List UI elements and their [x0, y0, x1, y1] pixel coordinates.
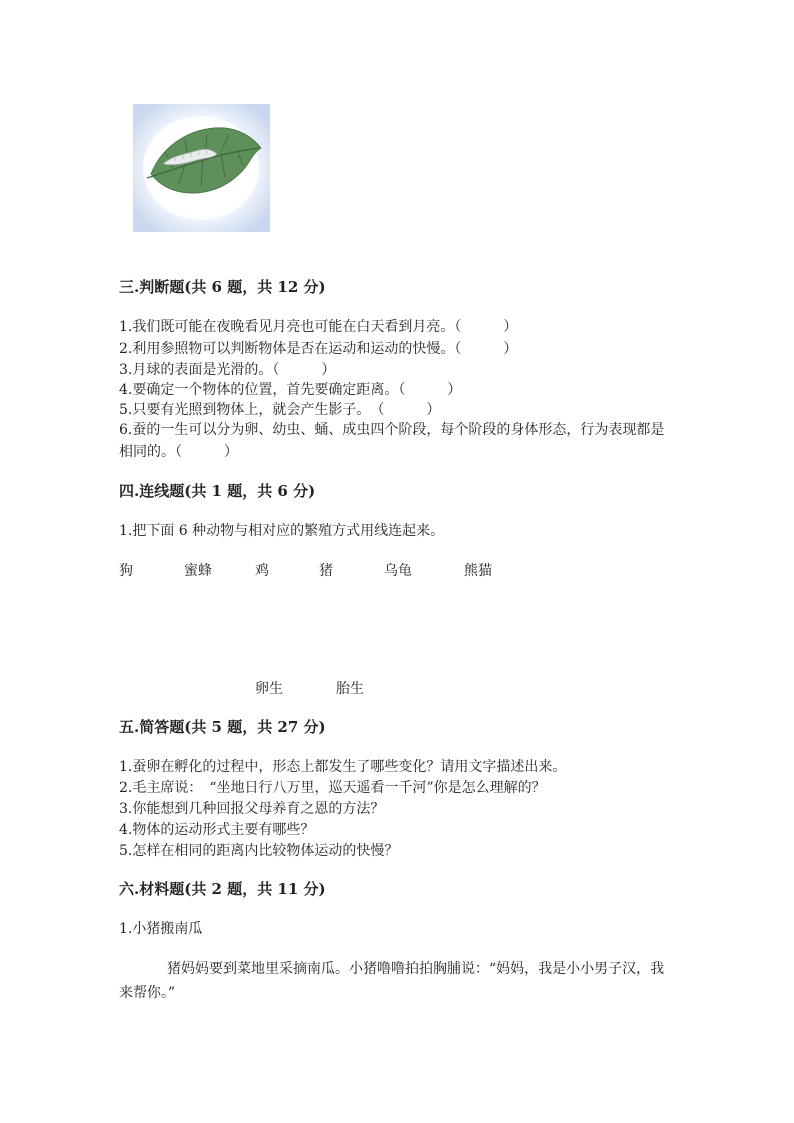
- judge-item-3: 3.月球的表面是光滑的。（ ）: [119, 362, 336, 378]
- animal-turtle: 乌龟: [384, 563, 412, 579]
- short-answer-item-3: 3.你能想到几种回报父母养育之恩的方法？: [119, 801, 385, 817]
- judge-item-5: 5.只要有光照到物体上，就会产生影子。 （ ）: [119, 402, 441, 418]
- matching-question: 1.把下面 6 种动物与相对应的繁殖方式用线连起来。: [119, 523, 445, 539]
- section-5-title: 五.简答题(共 5 题，共 27 分): [119, 718, 326, 736]
- animal-pig: 猪: [319, 563, 333, 579]
- judge-item-4: 4.要确定一个物体的位置，首先要确定距离。（ ）: [119, 382, 462, 398]
- silkworm-leaf-image: [133, 104, 270, 232]
- short-answer-item-4: 4.物体的运动形式主要有哪些？: [119, 822, 315, 838]
- animal-chicken: 鸡: [255, 563, 269, 579]
- viviparous-label: 胎生: [336, 681, 364, 697]
- animal-bee: 蜜蜂: [184, 563, 212, 579]
- section-6-title: 六.材料题(共 2 题，共 11 分): [119, 880, 326, 898]
- material-paragraph: 猪妈妈要到菜地里采摘南瓜。小猪噜噜拍拍胸脯说：“妈妈，我是小小男子汉，我来帮你。”: [119, 961, 665, 1001]
- silkworm-leaf-illustration: [133, 104, 270, 232]
- animal-dog: 狗: [119, 563, 133, 579]
- oviparous-label: 卵生: [255, 681, 283, 697]
- short-answer-item-1: 1.蚕卵在孵化的过程中，形态上都发生了哪些变化？请用文字描述出来。: [119, 759, 567, 775]
- section-3-title: 三.判断题(共 6 题，共 12 分): [119, 278, 326, 296]
- judge-item-2: 2.利用参照物可以判断物体是否在运动和运动的快慢。（ ）: [119, 341, 518, 357]
- short-answer-item-2: 2.毛主席说： “坐地日行八万里，巡天遥看一千河”你是怎么理解的？: [119, 780, 546, 796]
- section-4-title: 四.连线题(共 1 题，共 6 分): [119, 482, 316, 500]
- animal-panda: 熊猫: [464, 563, 492, 579]
- short-answer-item-5: 5.怎样在相同的距离内比较物体运动的快慢？: [119, 843, 399, 859]
- judge-item-6: 6.蚕的一生可以分为卵、幼虫、蛹、成虫四个阶段，每个阶段的身体形态，行为表现都是相同的。（ ）: [119, 422, 665, 460]
- judge-item-1: 1.我们既可能在夜晚看见月亮也可能在白天看到月亮。（ ）: [119, 319, 518, 335]
- material-question-title: 1.小猪搬南瓜: [119, 921, 203, 937]
